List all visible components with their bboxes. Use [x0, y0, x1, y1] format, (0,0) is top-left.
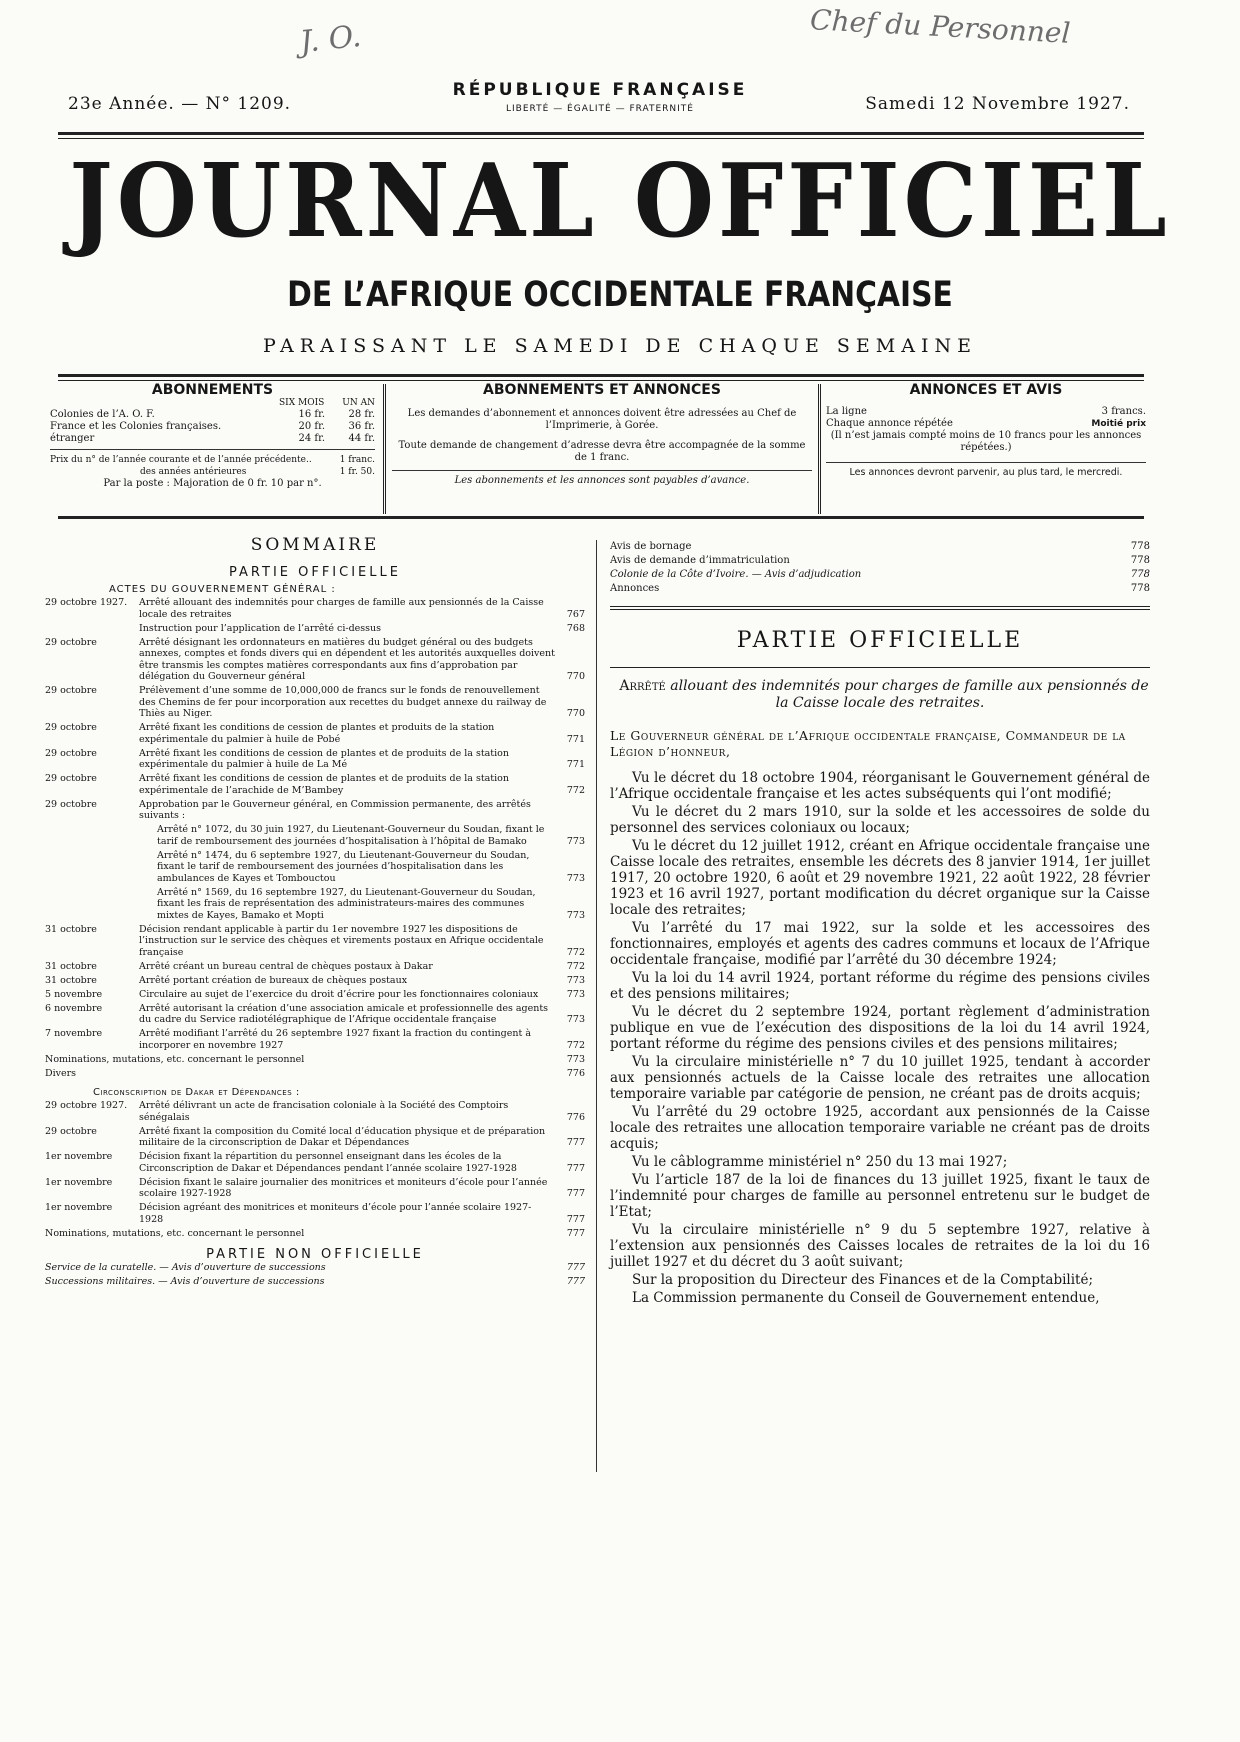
- boxes-top-rule: [58, 374, 1144, 381]
- box-divider: [818, 384, 821, 514]
- avis-entry: Colonie de la Côte d’Ivoire. — Avis d’adjudication 778: [610, 569, 1150, 580]
- masthead-title: JOURNAL OFFICIEL: [69, 141, 1171, 261]
- sommaire-subentry: Arrêté n° 1474, du 6 septembre 1927, du Lieutenant-Gouverneur du Soudan, fixant le tarif de remboursement des journées d’hospitalisation dans les ambulances de Kayes et Tombouctou 773: [157, 849, 585, 884]
- sommaire-entry: 31 octobre Arrêté portant création de bureaux de chèques postaux 773: [45, 974, 585, 986]
- abo-row-an: 36 fr.: [348, 421, 375, 432]
- group-dakar: Circonscription de Dakar et Dépendances :: [93, 1087, 300, 1098]
- abo-row-an: 44 fr.: [348, 433, 375, 444]
- motto: LIBERTÉ — ÉGALITÉ — FRATERNITÉ: [506, 104, 694, 114]
- sommaire-entry: 29 octobre Arrêté désignant les ordonnateurs en matières du budget général ou des budgets annexes, comptes et fonds divers qui en dépendent et les autorités auxquelles doivent être transmis les comptes matières correspondants aux fins d’approbation par délégation du Gouverneur général 770: [45, 636, 585, 682]
- article-paragraph: Vu l’arrêté du 29 octobre 1925, accordant aux pensionnés de la Caisse locale des retraites une allocation temporaire variable ne créant pas de droits acquis;: [610, 1104, 1150, 1152]
- republic-label: RÉPUBLIQUE FRANÇAISE: [452, 80, 748, 100]
- poste-note: Par la poste : Majoration de 0 fr. 10 par n°.: [103, 478, 322, 489]
- sommaire-entry: 29 octobre Prélèvement d’une somme de 10,000,000 de francs sur le fonds de renouvellement des Chemins de fer pour incorporation aux recettes du budget annexe du railway de Thiès au Niger. 770: [45, 685, 585, 719]
- annonces-deadline: Les annonces devront parvenir, au plus tard, le mercredi.: [849, 467, 1123, 478]
- header-top: [60, 80, 1140, 122]
- abo-row-six: 16 fr.: [298, 409, 325, 420]
- article-body: [610, 770, 1150, 1306]
- sommaire-entry: Nominations, mutations, etc. concernant le personnel 777: [45, 1227, 585, 1239]
- sommaire-entry: 29 octobre 1927. Arrêté allouant des indemnités pour charges de famille aux pensionnés de la Caisse locale des retraites 767: [45, 597, 585, 620]
- group-gouvernement-general: ACTES DU GOUVERNEMENT GÉNÉRAL :: [109, 584, 336, 595]
- sommaire-entry: Instruction pour l’application de l’arrêté ci-dessus 768: [139, 622, 585, 634]
- sommaire-entry: 29 octobre Arrêté fixant les conditions de cession de plantes et de produits de la station expérimentale de l’arachide de M’Bambey 772: [45, 773, 585, 796]
- article-paragraph: Vu l’arrêté du 17 mai 1922, sur la solde et les accessoires des fonctionnaires, employés et agents des cadres communs et locaux de l’Afrique occidentale française, modifié par l’arrêté du 30 décembre 1924;: [610, 920, 1150, 968]
- sommaire-entry: 7 novembre Arrêté modifiant l’arrêté du 26 septembre 1927 fixant la fraction du contingent à incorporer en novembre 1927 772: [45, 1028, 585, 1051]
- article-paragraph: Vu le câblogramme ministériel n° 250 du 13 mai 1927;: [632, 1154, 1008, 1170]
- issue-date: Samedi 12 Novembre 1927.: [865, 94, 1130, 114]
- ab-annonces-title: ABONNEMENTS ET ANNONCES: [483, 382, 721, 398]
- abo-row-label: Colonies de l’A. O. F.: [50, 409, 155, 420]
- annonces-note: (Il n’est jamais compté moins de 10 francs pour les annonces répétées.): [830, 430, 1142, 453]
- article-paragraph: Vu le décret du 12 juillet 1912, créant en Afrique occidentale française une Caisse locale des retraites, ensemble les décrets des 8 janvier 1914, 1er juillet 1917, 20 octobre 1920, 6 août et 29 novembre 1921, 22 août 1922, 28 février 1923 et 16 avril 1927, portant modification du décret organique sur la Caisse locale des retraites;: [610, 838, 1150, 918]
- sommaire-subentry: Arrêté n° 1569, du 16 septembre 1927, du Lieutenant-Gouverneur du Soudan, fixant les frais de représentation des administrateurs-maires des communes mixtes de Kayes, Bamako et Mopti 773: [157, 886, 585, 921]
- sommaire-entry: Service de la curatelle. — Avis d’ouverture de successions 777: [45, 1262, 585, 1273]
- prix-label: Prix du n° de l’année courante et de l’année précédente..: [50, 455, 312, 465]
- ab-annonces-p3: Les abonnements et les annonces sont payables d’avance.: [454, 475, 750, 486]
- ligne-label: La ligne: [826, 406, 867, 417]
- article-paragraph: Vu la circulaire ministérielle n° 9 du 5 septembre 1927, relative à l’extension aux pensionnés des Caisses locales de retraites de la loi du 16 juillet 1927 et du décret du 3 août suivant;: [610, 1222, 1150, 1270]
- box-divider: [383, 384, 386, 514]
- avis-entry: Avis de demande d’immatriculation 778: [610, 555, 1150, 566]
- article-paragraph: Vu le décret du 18 octobre 1904, réorganisant le Gouvernement général de l’Afrique occidentale française et les actes subséquents qui l’ont modifié;: [610, 770, 1150, 802]
- issue-number: 23e Année. — N° 1209.: [68, 94, 292, 114]
- sommaire-entry: 31 octobre Décision rendant applicable à partir du 1er novembre 1927 les dispositions de l’instruction sur le service des chèques et virements postaux en Afrique occidentale française 772: [45, 923, 585, 958]
- ab-annonces-p2: Toute demande de changement d’adresse devra être accompagnée de la somme de 1 franc.: [398, 440, 806, 463]
- abonnements-title: ABONNEMENTS: [151, 382, 274, 398]
- article-paragraph: La Commission permanente du Conseil de Gouvernement entendue,: [632, 1290, 1100, 1306]
- sommaire-entry: 29 octobre Arrêté fixant la composition du Comité local d’éducation physique et de préparation militaire de la circonscription de Dakar et Dépendances 777: [45, 1125, 585, 1148]
- ab-annonces-p1: Les demandes d’abonnement et annonces doivent être adressées au Chef de l’Imprimerie, à Gorée.: [407, 408, 797, 431]
- abo-row-six: 20 fr.: [298, 421, 325, 432]
- sommaire-entry: 5 novembre Circulaire au sujet de l’exercice du droit d’écrire pour les fonctionnaires coloniaux 773: [45, 988, 585, 1000]
- partie-non-officielle-heading: PARTIE NON OFFICIELLE: [206, 1247, 424, 1262]
- sommaire-entry: Nominations, mutations, etc. concernant le personnel 773: [45, 1053, 585, 1065]
- ligne-value: 3 francs.: [1101, 406, 1146, 417]
- partie-officielle-heading: PARTIE OFFICIELLE: [229, 565, 401, 580]
- sommaire-entry: 1er novembre Décision fixant le salaire journalier des monitrices et moniteurs d’école pour l’année scolaire 1927-1928 777: [45, 1176, 585, 1199]
- abo-row-six: 24 fr.: [298, 433, 325, 444]
- handwritten-note-jo: J. O.: [298, 18, 363, 61]
- sommaire-entry: 1er novembre Décision fixant la répartition du personnel enseignant dans les écoles de la Circonscription de Dakar et Dépendances pendant l’année scolaire 1927-1928 777: [45, 1151, 585, 1174]
- avis-entry: Avis de bornage 778: [610, 541, 1150, 552]
- abonnements-annonces-box: [392, 384, 812, 514]
- article-section-heading: PARTIE OFFICIELLE: [736, 628, 1024, 653]
- article-paragraph: Vu le décret du 2 mars 1910, sur la solde et les accessoires de solde du personnel des services coloniaux ou locaux;: [610, 804, 1150, 836]
- prix2-value: 1 fr. 50.: [339, 467, 375, 477]
- sommaire-subentry: Arrêté n° 1072, du 30 juin 1927, du Lieutenant-Gouverneur du Soudan, fixant le tarif de remboursement des journées d’hospitalisation à l’hôpital de Bamako 773: [157, 824, 585, 847]
- handwritten-note-chef: Chef du Personnel: [809, 3, 1072, 50]
- article-paragraph: Vu le décret du 2 septembre 1924, portant règlement d’administration publique en vue de l’exécution des dispositions de la loi du 14 avril 1924, portant réforme du régime des pensions civiles et des pensions militaires;: [610, 1004, 1150, 1052]
- avis-entry: Annonces 778: [610, 583, 1150, 594]
- abo-row-an: 28 fr.: [348, 409, 375, 420]
- prix-value: 1 franc.: [339, 455, 375, 465]
- annonces-avis-box: [826, 384, 1146, 514]
- abonnements-box: [50, 384, 375, 514]
- publication-frequency: PARAISSANT LE SAMEDI DE CHAQUE SEMAINE: [263, 335, 977, 357]
- sommaire-entry: 29 octobre Arrêté fixant les conditions de cession de plantes et de produits de la station expérimentale du palmier à huile de La Mé 771: [45, 747, 585, 770]
- sommaire-entry: 1er novembre Décision agréant des monitrices et moniteurs d’école pour l’année scolaire 1927-1928 777: [45, 1202, 585, 1225]
- sommaire-entry: Successions militaires. — Avis d’ouverture de successions 777: [45, 1276, 585, 1287]
- article-paragraph: Vu la circulaire ministérielle n° 7 du 10 juillet 1925, tendant à accorder aux pensionnés actuels de la Caisse locale des retraites une allocation temporaire variable par catégorie de pension, ne créant pas de droits acquis;: [610, 1054, 1150, 1102]
- masthead-subtitle: DE L’AFRIQUE OCCIDENTALE FRANÇAISE: [287, 275, 953, 315]
- sommaire-entry: 31 octobre Arrêté créant un bureau central de chèques postaux à Dakar 772: [45, 960, 585, 972]
- col-six-mois: SIX MOIS: [278, 398, 325, 408]
- article-paragraph: Vu l’article 187 de la loi de finances du 13 juillet 1925, fixant le taux de l’indemnité pour charges de famille au personnel entretenu sur le budget de l’Etat;: [610, 1172, 1150, 1220]
- repetee-label: Chaque annonce répétée: [826, 418, 953, 429]
- sommaire-title: SOMMAIRE: [250, 535, 380, 555]
- repetee-value: Moitié prix: [1091, 419, 1146, 429]
- sommaire-column: [45, 535, 585, 1288]
- abo-row-label: étranger: [50, 433, 95, 444]
- col-un-an: UN AN: [342, 398, 375, 408]
- article-authority: Le Gouverneur général de l’Afrique occidentale française, Commandeur de la Légion d’honneur,: [610, 728, 1126, 759]
- article-column: [610, 540, 1150, 1306]
- sommaire-entry: 29 octobre Approbation par le Gouverneur général, en Commission permanente, des arrêtés suivants :: [45, 798, 531, 821]
- sommaire-entry: 29 octobre 1927. Arrêté délivrant un acte de francisation coloniale à la Société des Comptoirs sénégalais 776: [45, 1100, 585, 1123]
- column-divider: [596, 540, 597, 1472]
- sommaire-entry: 29 octobre Arrêté fixant les conditions de cession de plantes et produits de la station expérimentale du palmier à huile de Pobé 771: [45, 722, 585, 745]
- sommaire-entry: 6 novembre Arrêté autorisant la création d’une association amicale et professionnelle des agents du cadre du Service radiotélégraphique de l’Afrique occidentale française 773: [45, 1002, 585, 1025]
- article-paragraph: Vu la loi du 14 avril 1924, portant réforme du régime des pensions civiles et des pensions militaires;: [610, 970, 1150, 1002]
- annonces-avis-title: ANNONCES ET AVIS: [909, 382, 1063, 398]
- avis-list: [610, 540, 1150, 596]
- abo-row-label: France et les Colonies françaises.: [50, 421, 222, 432]
- header-rule: [58, 132, 1144, 139]
- article-paragraph: Sur la proposition du Directeur des Finances et de la Comptabilité;: [632, 1272, 1094, 1288]
- sommaire-entry: Divers 776: [45, 1067, 585, 1079]
- boxes-bottom-rule: [58, 516, 1144, 520]
- prix2-label: des années antérieures: [140, 467, 247, 477]
- article-title: Arrêté allouant des indemnités pour charges de famille aux pensionnés de la Caisse locale des retraites.: [619, 678, 1149, 711]
